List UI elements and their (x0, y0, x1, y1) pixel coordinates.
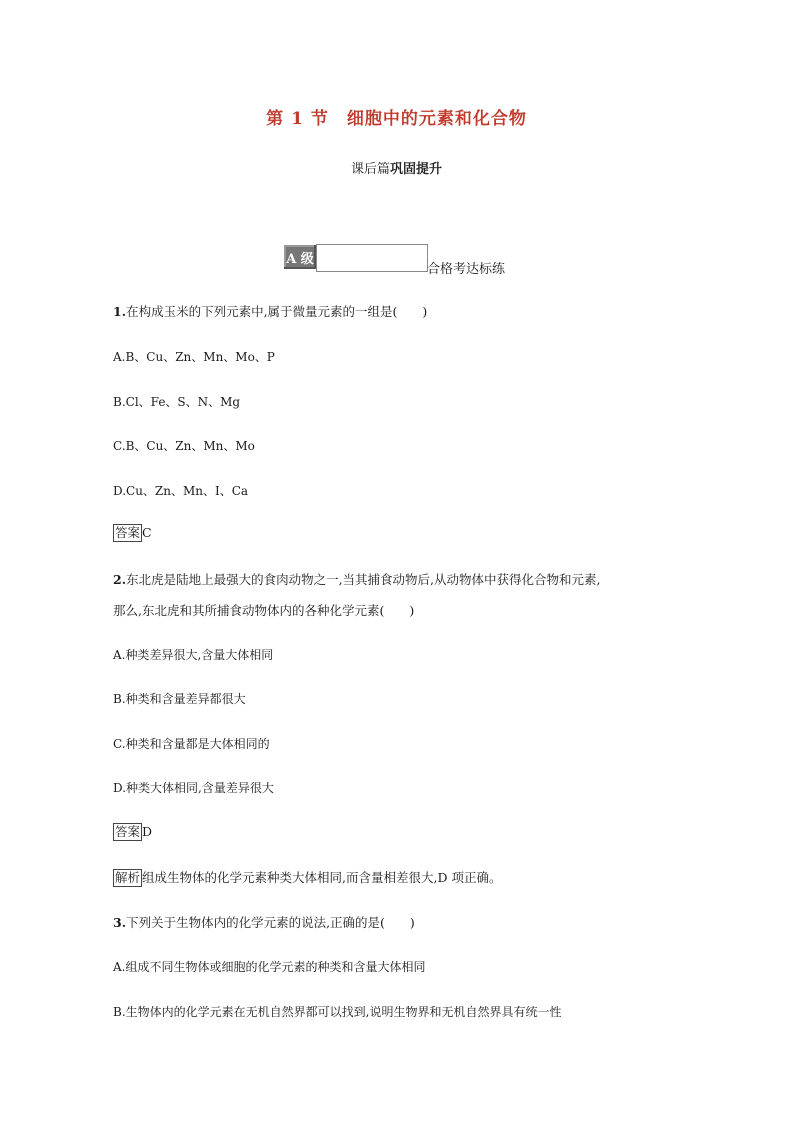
question-number: 2. (113, 572, 127, 587)
question-1-option-d: D.Cu、Zn、Mn、I、Ca (113, 484, 249, 498)
question-2-option-b: B.种类和含量差异都很大 (113, 692, 246, 706)
question-2-option-d: D.种类大体相同,含量差异很大 (113, 781, 274, 795)
level-badge: A 级 (284, 245, 316, 269)
question-3-option-b: B.生物体内的化学元素在无机自然界都可以找到,说明生物界和无机自然界具有统一性 (113, 1005, 562, 1019)
question-3-stem (113, 913, 415, 931)
question-text: 下列关于生物体内的化学元素的说法,正确的是( ) (126, 915, 415, 930)
analysis-tag: 解析 (115, 870, 141, 885)
subtitle-bold: 巩固提升 (390, 162, 443, 177)
level-label: 合格考达标练 (427, 262, 506, 277)
question-2-analysis (113, 868, 501, 887)
question-1-option-a: A.B、Cu、Zn、Mn、Mo、P (113, 350, 275, 364)
question-1-answer (113, 524, 152, 542)
answer-tag: 答案 (115, 824, 141, 839)
question-number: 1. (113, 304, 127, 319)
page-subtitle (0, 158, 793, 177)
question-1-option-c: C.B、Cu、Zn、Mn、Mo (113, 439, 255, 453)
analysis-text: 组成生物体的化学元素种类大体相同,而含量相差很大,D 项正确。 (142, 870, 502, 885)
answer-value: C (142, 525, 152, 540)
question-2-option-a: A.种类差异很大,含量大体相同 (113, 648, 274, 662)
question-2-stem (113, 570, 600, 588)
question-number: 3. (113, 915, 127, 930)
question-text: 在构成玉米的下列元素中,属于微量元素的一组是( ) (126, 304, 428, 319)
answer-tag: 答案 (115, 525, 141, 540)
question-1-option-b: B.Cl、Fe、S、N、Mg (113, 395, 241, 409)
question-text: 东北虎是陆地上最强大的食肉动物之一,当其捕食动物后,从动物体中获得化合物和元素, (126, 572, 601, 587)
question-2-answer (113, 823, 152, 841)
question-2-option-c: C.种类和含量都是大体相同的 (113, 737, 270, 751)
question-3-option-a: A.组成不同生物体或细胞的化学元素的种类和含量大体相同 (113, 960, 426, 974)
question-2-stem-line2: 那么,东北虎和其所捕食动物体内的各种化学元素( ) (113, 603, 415, 618)
page-title: 第 1 节 细胞中的元素和化合物 (266, 109, 527, 129)
question-1-stem (113, 302, 427, 320)
level-box (316, 244, 428, 272)
subtitle-prefix: 课后篇 (350, 162, 390, 177)
answer-value: D (142, 824, 153, 839)
